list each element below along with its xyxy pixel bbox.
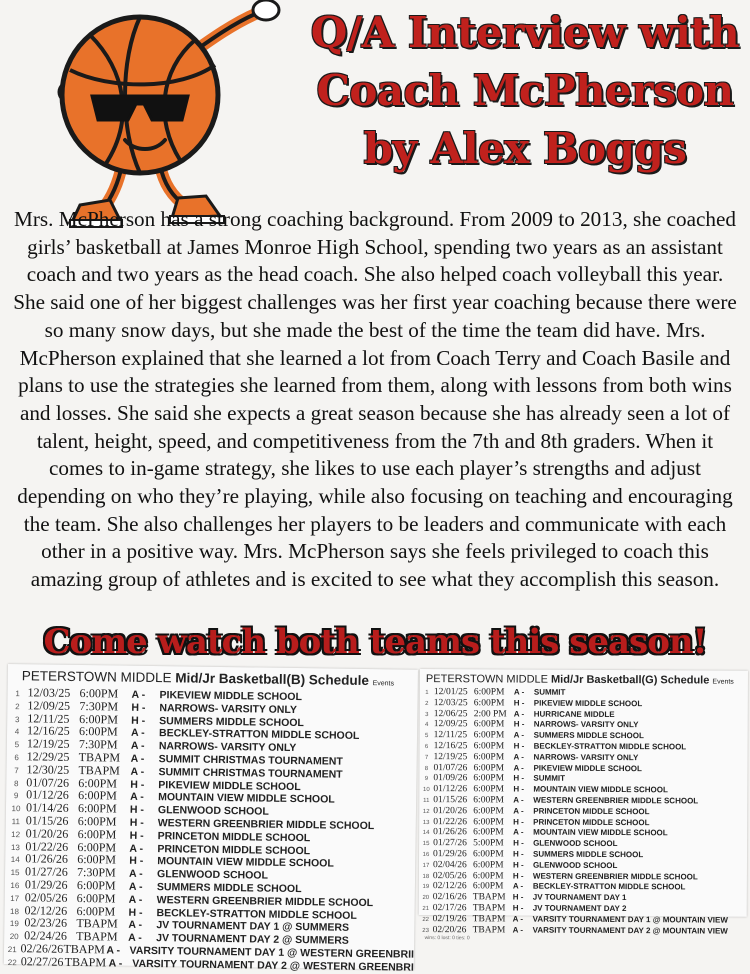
game-number: 3 [425, 711, 429, 718]
game-time: 6:00PM [473, 816, 504, 828]
game-time: 6:00PM [473, 752, 505, 763]
game-number: 22 [422, 916, 430, 923]
home-away: H - [129, 803, 145, 817]
home-away: A - [128, 880, 143, 893]
opponent: MOUNTAIN VIEW MIDDLE SCHOOL [533, 784, 668, 795]
game-date: 02/24/26 [24, 928, 67, 943]
game-time: 6:00PM [76, 890, 116, 906]
game-number: 13 [422, 819, 430, 826]
opponent: JV TOURNAMENT DAY 1 [532, 892, 627, 903]
game-date: 12/16/25 [433, 741, 468, 752]
boys-schedule-rows [4, 685, 418, 972]
schedule-school: PETERSTOWN MIDDLE [21, 668, 172, 686]
game-time: 6:00PM [79, 686, 119, 701]
game-date: 01/29/26 [433, 849, 467, 860]
opponent: MOUNTAIN VIEW MIDDLE SCHOOL [157, 855, 334, 870]
home-away: H - [512, 892, 524, 902]
game-time: 6:00PM [472, 881, 504, 892]
game-date: 12/19/25 [26, 736, 70, 752]
home-away: A - [513, 827, 524, 837]
game-date: 01/07/26 [433, 762, 468, 773]
game-time: 6:00PM [76, 877, 116, 893]
home-away: H - [129, 816, 144, 829]
game-date: 12/29/25 [26, 749, 70, 764]
game-number: 8 [424, 765, 429, 772]
home-away: A - [512, 914, 524, 924]
article-line: coach and two years as the head coach. She also helped coach volleyball this year. [26, 262, 724, 287]
game-number: 22 [7, 957, 17, 967]
article-line: plans to use the strategies she learned from them, along with lessons from both wins [18, 373, 732, 398]
home-away: H - [512, 860, 524, 870]
home-away: A - [513, 806, 524, 816]
opponent: GLENWOOD SCHOOL [533, 838, 618, 849]
game-date: 02/16/26 [432, 892, 467, 903]
article-line: comes to in-game strategy, she likes to use each player’s strengths and adjust [49, 456, 701, 481]
home-away: H - [513, 698, 525, 708]
article-title [300, 4, 750, 178]
game-time: 6:00PM [77, 801, 117, 816]
game-number: 20 [422, 895, 430, 902]
opponent: BECKLEY-STRATTON MIDDLE SCHOOL [532, 881, 686, 892]
game-number: 16 [422, 851, 430, 859]
game-number: 14 [10, 855, 20, 865]
home-away: A - [130, 739, 145, 753]
game-time: 6:00PM [77, 826, 117, 842]
game-number: 5 [14, 740, 20, 750]
home-away: H - [513, 784, 525, 794]
game-time: 6:00PM [473, 806, 504, 817]
article-line: Mrs. McPherson has a strong coaching background. From 2009 to 2013, she coached [14, 207, 736, 231]
home-away: A - [128, 893, 143, 906]
article-line: She said one of her biggest challenges was her first year coaching because there were [13, 290, 737, 315]
game-number: 12 [11, 829, 21, 839]
game-date: 02/04/26 [432, 859, 467, 870]
game-date: 01/15/26 [433, 795, 468, 806]
game-number: 19 [422, 884, 430, 891]
game-time: TBAPM [472, 914, 506, 925]
home-away: A - [131, 688, 146, 701]
game-number: 4 [425, 722, 429, 729]
game-date: 01/20/26 [25, 826, 69, 841]
home-away: H - [513, 817, 524, 827]
title-line: Coach McPherson [316, 66, 734, 115]
opponent: GLENWOOD SCHOOL [532, 860, 618, 870]
game-date: 01/12/26 [433, 784, 468, 795]
game-number: 6 [424, 744, 429, 751]
game-time: TBAPM [63, 941, 105, 957]
game-date: 12/19/25 [433, 751, 468, 763]
opponent: SUMMERS MIDDLE SCHOOL [159, 714, 304, 729]
game-date: 12/03/25 [433, 697, 468, 709]
game-date: 02/19/26 [432, 913, 467, 924]
opponent: SUMMERS MIDDLE SCHOOL [533, 730, 644, 741]
game-time: 6:00PM [473, 730, 505, 741]
game-time: 6:00PM [473, 773, 505, 784]
game-time: 6:00PM [473, 687, 505, 698]
game-number: 11 [423, 797, 430, 805]
game-date: 01/12/26 [26, 787, 69, 803]
article-line: girls’ basketball at James Monroe High School, spending two years as an assistant [27, 234, 723, 259]
game-time: 6:00PM [473, 849, 504, 860]
home-away: H - [128, 906, 143, 919]
opponent: SUMMIT CHRISTMAS TOURNAMENT [158, 765, 343, 781]
article-line: and losses. She said she expects a great season because she has already seen a lot of [19, 400, 731, 425]
game-date: 12/11/25 [27, 710, 70, 726]
game-number: 19 [9, 919, 19, 929]
game-number: 5 [424, 733, 429, 740]
game-time: 2:00 PM [473, 708, 507, 720]
opponent: HURRICANE MIDDLE [533, 709, 615, 719]
home-away: A - [513, 752, 524, 762]
game-date: 02/05/26 [24, 890, 68, 905]
game-time: TBAPM [78, 762, 120, 778]
home-away: A - [513, 687, 525, 697]
opponent: NARROWS- VARSITY ONLY [533, 752, 639, 762]
game-number: 21 [422, 905, 430, 912]
home-away: H - [513, 773, 525, 783]
game-date: 12/01/25 [433, 687, 468, 698]
opponent: PIKEVIEW MIDDLE SCHOOL [158, 778, 301, 793]
game-time: 6:00PM [473, 784, 505, 795]
home-away: H - [513, 838, 524, 848]
game-date: 02/12/26 [432, 881, 467, 892]
game-number: 15 [422, 841, 430, 848]
game-time: 6:00PM [76, 903, 116, 919]
opponent: PIKEVIEW MIDDLE SCHOOL [533, 763, 642, 773]
game-number: 4 [14, 727, 20, 737]
game-date: 02/27/26 [20, 953, 64, 969]
title-line: by Alex Boggs [363, 124, 687, 173]
game-number: 20 [9, 932, 19, 942]
opponent: BECKLEY-STRATTON MIDDLE SCHOOL [158, 727, 360, 743]
home-away: A - [106, 944, 121, 957]
home-away: A - [128, 867, 143, 881]
game-date: 01/22/26 [433, 816, 468, 827]
game-time: 6:00PM [78, 775, 118, 791]
call-to-action-banner: Come watch both teams this season! [43, 622, 707, 662]
game-time: TBAPM [472, 924, 506, 935]
title-line: Q/A Interview with [310, 8, 740, 57]
home-away: H - [130, 778, 145, 791]
home-away: H - [513, 849, 524, 859]
home-away: A - [128, 931, 142, 945]
game-time: 6:00PM [473, 719, 505, 730]
opponent: BECKLEY-STRATTON MIDDLE SCHOOL [156, 906, 357, 922]
schedule-title: Mid/Jr Basketball(B) Schedule [175, 670, 370, 689]
game-number: 7 [14, 765, 19, 775]
opponent: SUMMERS MIDDLE SCHOOL [533, 849, 644, 860]
article-line: other in a positive way. Mrs. McPherson says she feels privileged to coach this [41, 539, 709, 564]
game-number: 21 [7, 944, 17, 955]
opponent: NARROWS- VARSITY ONLY [158, 740, 297, 755]
opponent: WESTERN GREENBRIER MIDDLE SCHOOL [533, 795, 699, 806]
home-away: A - [513, 795, 524, 805]
game-date: 01/22/26 [25, 838, 69, 854]
game-time: 7:30PM [78, 737, 118, 752]
game-number: 13 [10, 842, 20, 852]
game-time: 7:30PM [79, 698, 119, 714]
game-number: 10 [11, 804, 21, 814]
game-time: 5:00PM [473, 838, 504, 849]
home-away: H - [129, 855, 144, 868]
game-time: 6:00PM [78, 724, 118, 739]
game-time: 7:30PM [77, 865, 116, 880]
article-line: depending on who they’re playing, while also focusing on teaching and encouraging [17, 484, 733, 509]
game-time: TBAPM [78, 749, 121, 765]
game-date: 01/20/26 [433, 805, 468, 817]
game-time: TBAPM [76, 929, 118, 944]
girls-schedule-rows [419, 687, 748, 937]
game-number: 10 [423, 787, 430, 794]
home-away: A - [513, 730, 525, 740]
game-time: TBAPM [76, 916, 118, 931]
game-number: 23 [422, 927, 429, 934]
article-line: McPherson explained that she learned a lot from Coach Terry and Coach Basile and [19, 345, 731, 370]
game-number: 3 [14, 714, 20, 724]
home-away: A - [513, 709, 525, 719]
opponent: PRINCETON MIDDLE SCHOOL [157, 842, 311, 857]
schedule-school: PETERSTOWN MIDDLE [425, 673, 549, 686]
game-date: 01/14/26 [25, 800, 69, 816]
home-away: H - [512, 903, 524, 913]
game-number: 15 [10, 868, 20, 878]
game-date: 01/27/26 [25, 864, 68, 880]
article-line: the team. She also challenges her players to be leaders and communicate with each [23, 511, 727, 536]
home-away: H - [513, 741, 525, 751]
opponent: SUMMIT CHRISTMAS TOURNAMENT [158, 753, 343, 768]
home-away: H - [512, 871, 524, 881]
game-number: 2 [425, 700, 429, 707]
opponent: JV TOURNAMENT DAY 2 @ SUMMERS [156, 932, 349, 947]
opponent: GLENWOOD SCHOOL [157, 804, 269, 818]
article-line: so many snow days, but she made the best of the time the team did have. Mrs. [44, 317, 706, 342]
game-number: 11 [11, 817, 21, 827]
home-away: A - [130, 752, 145, 765]
game-time: 6:00PM [472, 870, 504, 881]
game-date: 01/09/26 [433, 773, 468, 784]
opponent: VARSITY TOURNAMENT DAY 2 @ MOUNTAIN VIEW [532, 925, 728, 936]
opponent: NARROWS- VARSITY ONLY [159, 701, 297, 716]
opponent: JV TOURNAMENT DAY 1 @ SUMMERS [156, 919, 350, 935]
game-date: 01/26/26 [25, 851, 69, 867]
game-time: 6:00PM [78, 788, 117, 803]
game-date: 12/06/25 [433, 708, 468, 719]
opponent: GLENWOOD SCHOOL [156, 868, 268, 882]
game-number: 14 [422, 830, 430, 837]
opponent: WESTERN GREENBRIER MIDDLE SCHOOL [532, 871, 698, 882]
game-date: 12/30/25 [26, 762, 70, 777]
home-away: A - [513, 763, 524, 773]
game-number: 18 [10, 906, 20, 916]
game-number: 17 [422, 862, 430, 869]
game-number: 7 [424, 754, 429, 761]
home-away: A - [130, 727, 145, 740]
game-date: 02/26/26 [20, 941, 64, 956]
home-away: H - [131, 714, 146, 727]
game-time: 6:00PM [77, 852, 117, 867]
game-number: 1 [15, 689, 20, 699]
game-number: 17 [10, 893, 20, 903]
game-time: 6:00PM [473, 698, 505, 709]
game-date: 02/17/26 [432, 903, 467, 914]
game-time: 6:00PM [473, 762, 505, 774]
girls-schedule-header [420, 669, 748, 689]
game-number: 9 [13, 791, 19, 801]
opponent: SUMMIT [533, 687, 566, 697]
game-number: 16 [10, 881, 20, 891]
game-date: 12/03/25 [27, 685, 71, 700]
game-date: 02/23/26 [24, 915, 68, 931]
home-away: A - [512, 925, 524, 935]
opponent: PIKEVIEW MIDDLE SCHOOL [533, 698, 643, 708]
game-date: 02/20/26 [432, 924, 467, 935]
game-time: 6:00PM [473, 827, 504, 838]
game-date: 12/09/25 [27, 698, 71, 713]
opponent: VARSITY TOURNAMENT DAY 1 @ WESTERN GREENBRII [129, 944, 415, 961]
boys-schedule-panel [4, 664, 418, 974]
game-date: 01/29/26 [24, 877, 68, 892]
game-date: 01/07/26 [26, 774, 70, 790]
home-away: A - [130, 791, 144, 804]
game-date: 01/27/26 [433, 838, 467, 849]
opponent: VARSITY TOURNAMENT DAY 1 @ MOUNTAIN VIEW [532, 914, 728, 925]
game-date: 12/09/25 [433, 719, 468, 730]
game-date: 12/16/25 [26, 723, 70, 739]
opponent: MOUNTAIN VIEW MIDDLE SCHOOL [533, 827, 668, 838]
game-time: 6:00PM [79, 711, 119, 727]
opponent: VARSITY TOURNAMENT DAY 2 @ WESTERN GREENBRI [132, 957, 414, 974]
home-away: H - [129, 829, 144, 842]
game-date: 12/11/25 [433, 730, 468, 741]
article-line: amazing group of athletes and is excited to see what they accomplish this season. [30, 567, 720, 592]
game-number: 12 [422, 808, 430, 815]
opponent: MOUNTAIN VIEW MIDDLE SCHOOL [158, 791, 335, 806]
game-time: TBAPM [472, 892, 506, 903]
home-away: A - [108, 957, 123, 970]
article-body [12, 206, 738, 594]
game-date: 02/12/26 [24, 902, 68, 918]
game-number: 8 [14, 778, 19, 788]
opponent: PRINCETON MIDDLE SCHOOL [533, 806, 650, 816]
game-time: 6:00PM [473, 795, 504, 806]
opponent: PIKEVIEW MIDDLE SCHOOL [159, 689, 302, 704]
game-time: TBAPM [64, 954, 107, 970]
game-date: 01/15/26 [25, 813, 69, 828]
opponent: WESTERN GREENBRIER MIDDLE SCHOOL [157, 817, 375, 833]
schedule-title: Mid/Jr Basketball(G) Schedule [551, 673, 710, 687]
game-number: 18 [422, 873, 430, 880]
opponent: PRINCETON MIDDLE SCHOOL [157, 829, 311, 845]
game-date: 02/05/26 [432, 870, 467, 881]
game-time: TBAPM [472, 903, 506, 914]
opponent: SUMMERS MIDDLE SCHOOL [156, 881, 302, 896]
schedule-events-label: Events [372, 680, 395, 688]
opponent: SUMMIT [533, 773, 566, 784]
game-time: 6:00PM [473, 741, 505, 752]
home-away: H - [131, 701, 146, 714]
schedule-events-label: Events [712, 678, 734, 686]
game-number: 1 [425, 690, 429, 697]
opponent: WESTERN GREENBRIER MIDDLE SCHOOL [156, 893, 374, 909]
game-time: 6:00PM [77, 813, 117, 829]
basketball-mascot-illustration [10, 0, 300, 230]
home-away: H - [513, 719, 525, 729]
home-away: A - [129, 842, 144, 855]
game-number: 6 [14, 753, 19, 763]
opponent: BECKLEY-STRATTON MIDDLE SCHOOL [533, 741, 687, 752]
game-number: 2 [15, 701, 20, 711]
home-away: A - [512, 881, 524, 891]
game-time: 6:00PM [472, 860, 504, 871]
opponent: PRINCETON MIDDLE SCHOOL [533, 817, 650, 827]
game-date: 01/26/26 [433, 827, 467, 838]
girls-schedule-panel [419, 669, 748, 942]
opponent: JV TOURNAMENT DAY 2 [532, 903, 627, 914]
opponent: NARROWS- VARSITY ONLY [533, 719, 639, 730]
home-away: A - [128, 919, 143, 932]
game-time: 6:00PM [77, 839, 117, 855]
girls-schedule-record: wins: 0 lost: 0 ties: 0 [424, 935, 470, 942]
game-number: 9 [424, 776, 429, 783]
article-line: talent, height, speed, and competitiveness from the 7th and 8th graders. When it [36, 428, 714, 453]
home-away: A - [130, 765, 145, 778]
